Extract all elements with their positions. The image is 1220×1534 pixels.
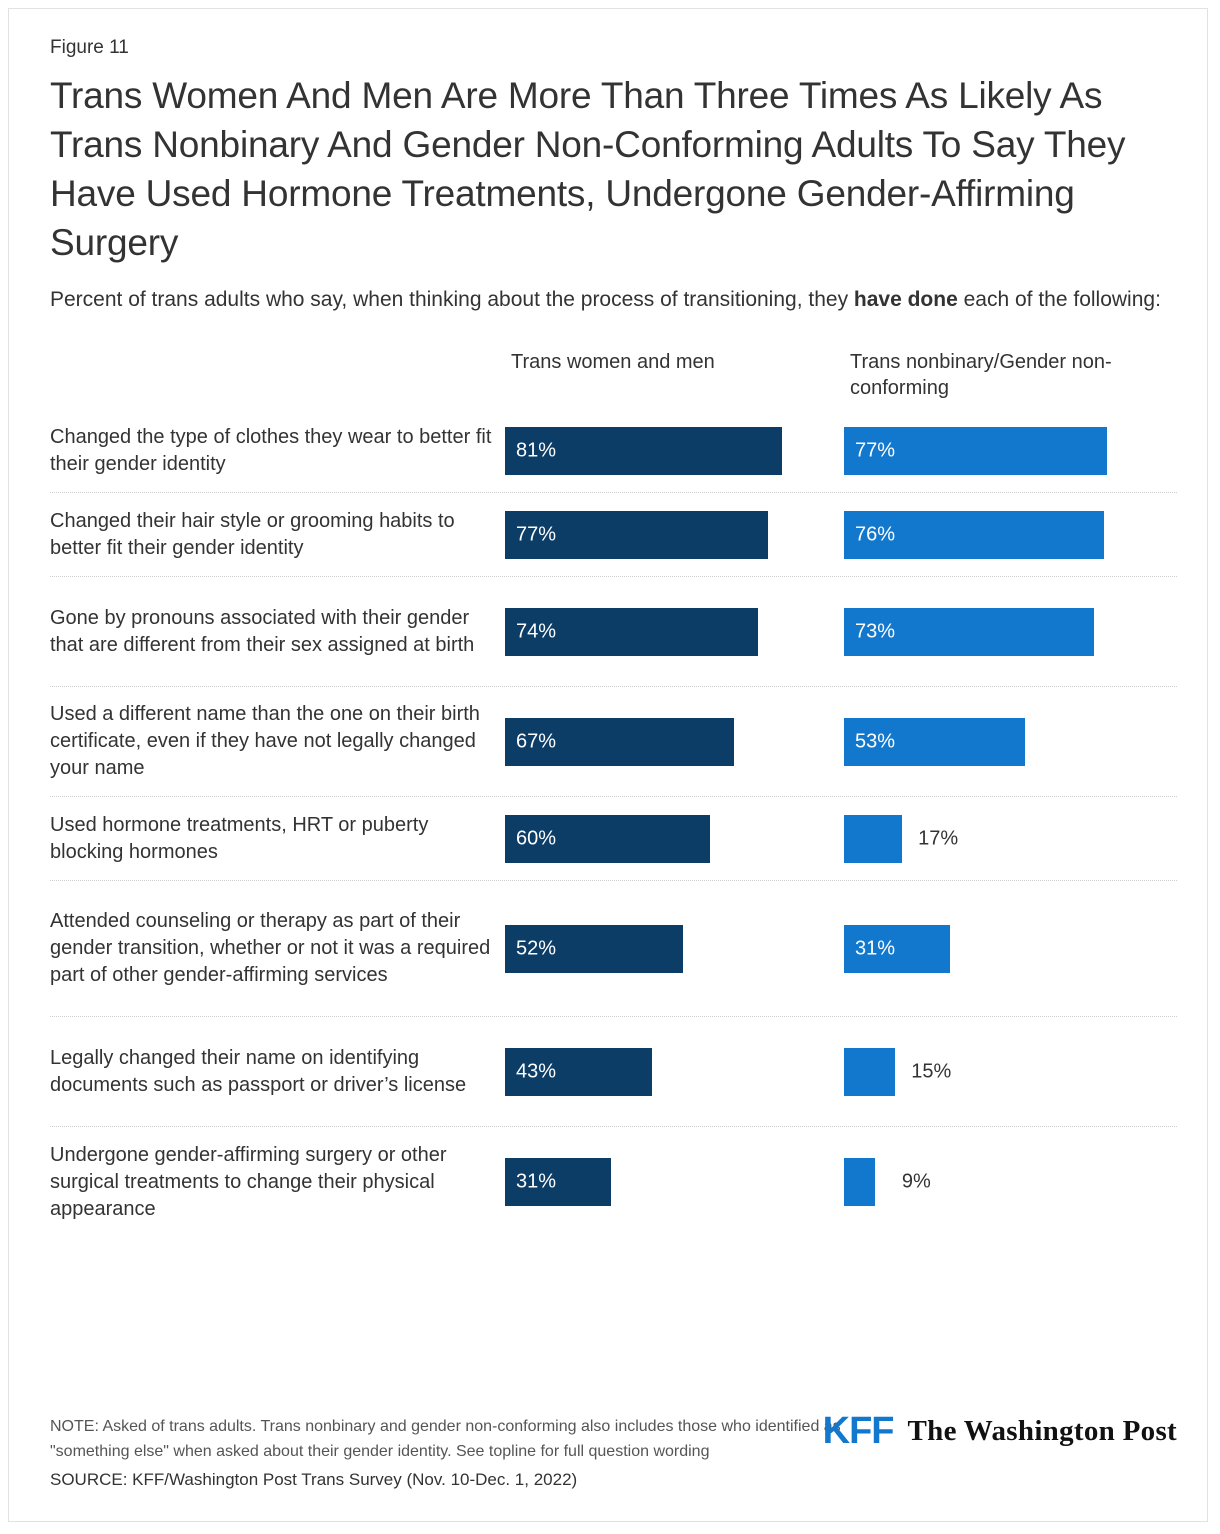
bar-wrapper — [505, 608, 758, 656]
bar-value-label: 60% — [516, 827, 557, 849]
bar-wrapper — [505, 1048, 652, 1096]
figure-footer — [50, 1410, 1177, 1493]
bar-series-1 — [505, 925, 683, 973]
bar-series-1 — [505, 718, 734, 766]
row-bars — [505, 493, 1177, 576]
bar-series-1 — [505, 427, 782, 475]
bar-wrapper — [844, 1048, 952, 1096]
bar-wrapper — [844, 1158, 931, 1206]
row-category-label: Gone by pronouns associated with their gender that are different from their sex assigned at birth — [50, 606, 475, 656]
subtitle-emphasis: have done — [853, 288, 958, 311]
row-category-label: Attended counseling or therapy as part of their gender transition, whether or not it was a required part of other gender-affirming services — [50, 910, 491, 986]
row-bars — [505, 409, 1177, 492]
bar-wrapper — [505, 925, 683, 973]
bar-value-label: 17% — [918, 827, 959, 849]
bar-series-2 — [844, 1048, 952, 1096]
bar-series-2 — [844, 1158, 931, 1206]
brand-logos — [823, 1410, 1177, 1453]
bar-value-label: 43% — [516, 1060, 557, 1082]
bar-series-2 — [844, 511, 1104, 559]
bar-value-label: 67% — [516, 730, 557, 752]
bar-wrapper — [505, 511, 768, 559]
row-bars — [505, 1017, 1177, 1126]
bar-wrapper — [505, 815, 710, 863]
row-category-label: Legally changed their name on identifying documents such as passport or driver’s license — [50, 1046, 467, 1096]
bar-series-2 — [844, 427, 1107, 475]
bar-chart — [50, 343, 1177, 1237]
bar-value-label: 77% — [855, 439, 896, 461]
legend-series-1: Trans women and men — [511, 351, 715, 373]
bar-value-label: 53% — [855, 730, 896, 752]
bar-series-2 — [844, 718, 1025, 766]
row-bars — [505, 687, 1177, 796]
chart-rows — [50, 409, 1177, 1237]
legend-series-2: Trans nonbinary/Gender non-conforming — [850, 351, 1112, 399]
subtitle-part-2: each of the following: — [957, 288, 1161, 311]
figure-subtitle — [50, 285, 1177, 315]
bar-wrapper — [505, 1158, 611, 1206]
chart-row — [50, 881, 1177, 1017]
bar-wrapper — [505, 427, 782, 475]
chart-row — [50, 577, 1177, 687]
bar-value-label: 31% — [516, 1170, 557, 1193]
chart-row — [50, 797, 1177, 881]
chart-row — [50, 687, 1177, 797]
bar-value-label: 73% — [855, 620, 896, 642]
bar-value-label: 9% — [901, 1170, 931, 1193]
bar-series-2 — [844, 815, 959, 863]
row-category-label: Used hormone treatments, HRT or puberty blocking hormones — [50, 813, 429, 863]
bar-value-label: 76% — [855, 523, 896, 545]
row-category-label: Used a different name than the one on their birth certificate, even if they have not legally changed your name — [50, 703, 480, 779]
bar-wrapper — [844, 427, 1107, 475]
bar-wrapper — [844, 608, 1094, 656]
footer-note: NOTE: Asked of trans adults. Trans nonbinary and gender non-conforming also includes those who identified as "something else" when asked about their gender identity. See topline for full question wording — [50, 1418, 841, 1460]
bar-wrapper — [844, 718, 1025, 766]
row-bars — [505, 797, 1177, 880]
row-bars — [505, 1127, 1177, 1237]
bar-wrapper — [844, 511, 1104, 559]
row-bars — [505, 881, 1177, 1016]
bar-series-1 — [505, 511, 768, 559]
figure-number: Figure 11 — [50, 37, 129, 58]
bar-series-1 — [505, 608, 758, 656]
bar-series-1 — [505, 1048, 652, 1096]
bar-value-label: 31% — [855, 937, 896, 959]
bar-value-label: 15% — [911, 1060, 952, 1082]
bar-wrapper — [505, 718, 734, 766]
bar-value-label: 77% — [516, 523, 557, 545]
bar-value-label: 52% — [516, 937, 557, 959]
washington-post-logo: The Washington Post — [907, 1415, 1177, 1447]
row-bars — [505, 577, 1177, 686]
figure-header — [50, 37, 1177, 1237]
bar-series-2 — [844, 925, 950, 973]
footer-source: SOURCE: KFF/Washington Post Trans Survey (Nov. 10-Dec. 1, 2022) — [50, 1470, 578, 1489]
row-category-label: Undergone gender-affirming surgery or other surgical treatments to change their physical appearance — [50, 1143, 447, 1220]
page-title: Trans Women And Men Are More Than Three Times As Likely As Trans Nonbinary And Gender Non-Conforming Adults To Say They Have Used Hormone Treatments, Undergone Gender-Affirming Surgery — [50, 75, 1126, 263]
chart-row — [50, 493, 1177, 577]
bar-wrapper — [844, 815, 959, 863]
chart-row — [50, 1127, 1177, 1237]
chart-row — [50, 1017, 1177, 1127]
bar-value-label: 81% — [516, 439, 557, 461]
bar-series-1 — [505, 1158, 611, 1206]
bar-series-2 — [844, 608, 1094, 656]
figure-card — [8, 8, 1208, 1522]
bar-value-label: 74% — [516, 620, 557, 642]
row-category-label: Changed the type of clothes they wear to better fit their gender identity — [50, 425, 492, 475]
row-category-label: Changed their hair style or grooming habits to better fit their gender identity — [50, 509, 455, 559]
chart-row — [50, 409, 1177, 493]
bar-series-1 — [505, 815, 710, 863]
chart-legend — [50, 343, 1177, 409]
bar-wrapper — [844, 925, 950, 973]
subtitle-part-1: Percent of trans adults who say, when thinking about the process of transitioning, they — [50, 288, 854, 311]
kff-logo: KFF — [822, 1410, 894, 1452]
